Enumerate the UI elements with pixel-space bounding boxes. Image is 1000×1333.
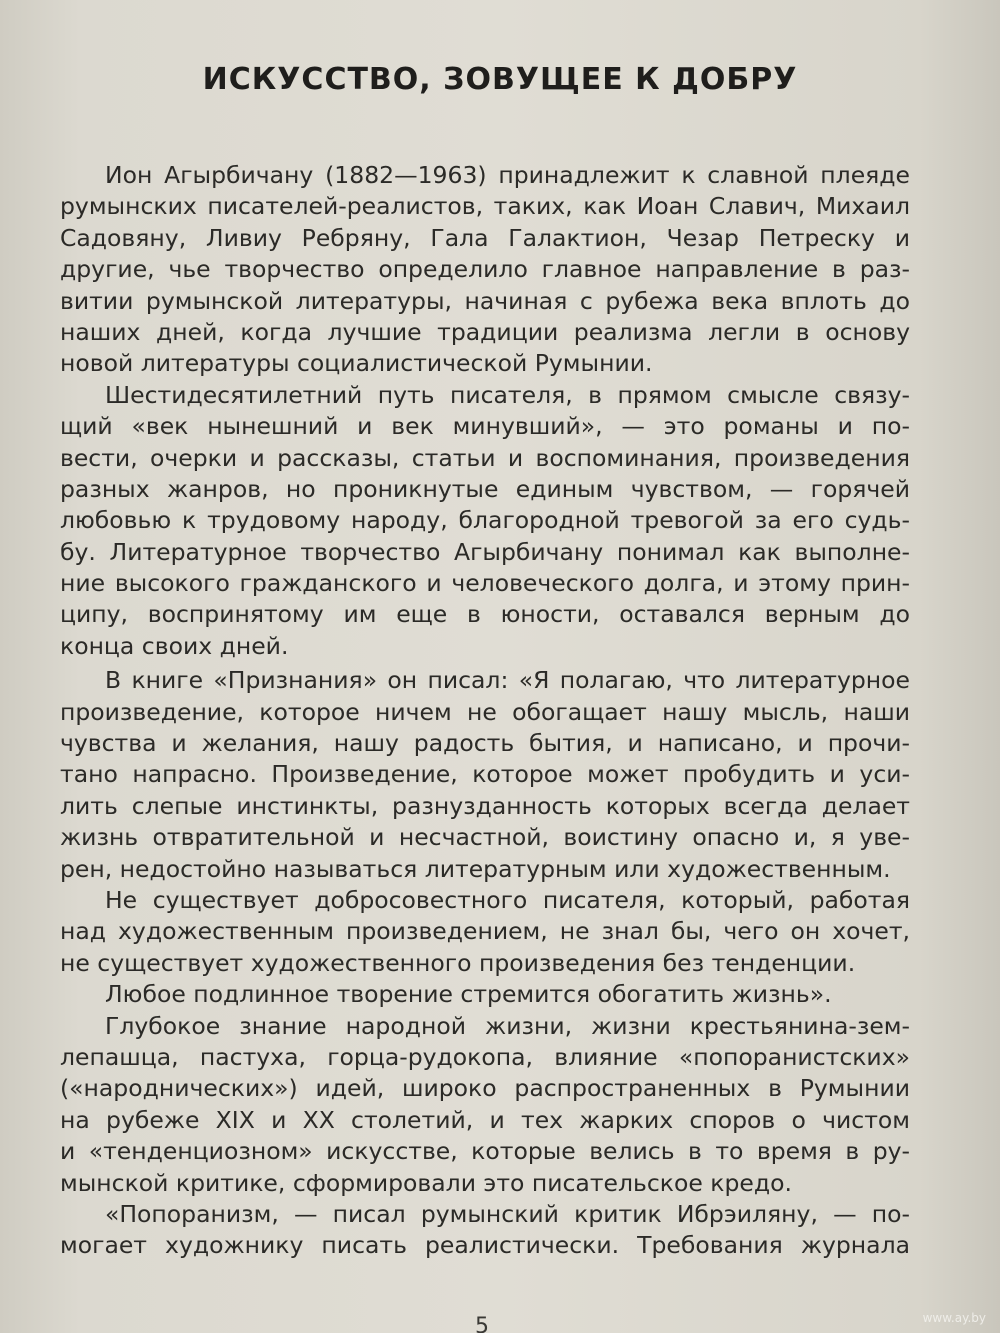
text-line: Любое подлинное творение стремится обогатить жизнь». <box>105 980 832 1009</box>
text-line: мынской критике, сформировали это писательское кредо. <box>60 1168 792 1197</box>
text-line: не существует художественного произведения без тенденции. <box>60 948 856 977</box>
text-line: могает художнику писать реалистически. Требования журнала <box>60 1231 910 1260</box>
page-number: 5 <box>475 1314 489 1333</box>
text-line: лить слепые инстинкты, разнузданность которых всегда делает <box>60 791 910 820</box>
text-line: («народнических») идей, широко распространенных в Румынии <box>60 1074 910 1103</box>
text-line: разных жанров, но проникнутые единым чувством, — горячей <box>60 474 910 503</box>
text-line: вести, очерки и рассказы, статьи и воспоминания, произведения <box>60 443 910 472</box>
text-line: бу. Литературное творчество Агырбичану понимал как выполне- <box>60 537 910 566</box>
body-text <box>60 160 910 1262</box>
text-line: Шестидесятилетний путь писателя, в прямом смысле связу- <box>105 380 910 409</box>
text-line: лепашца, пастуха, горца-рудокопа, влияние «попоранистских» <box>60 1042 910 1071</box>
text-line: «Попоранизм, — писал румынский критик Ибрэиляну, — по- <box>105 1199 910 1228</box>
chapter-heading: ИСКУССТВО, ЗОВУЩЕЕ К ДОБРУ <box>202 62 798 97</box>
text-line: витии румынской литературы, начиная с рубежа века вплоть до <box>60 286 910 315</box>
text-line: ципу, воспринятому им еще в юности, оставался верным до <box>60 600 910 629</box>
text-line: Глубокое знание народной жизни, жизни крестьянина-зем- <box>105 1011 910 1040</box>
text-line: и «тенденциозном» искусстве, которые велись в то время в ру- <box>60 1137 910 1166</box>
text-line: румынских писателей-реалистов, таких, как Иоан Славич, Михаил <box>60 192 910 221</box>
text-line: любовью к трудовому народу, благородной тревогой за его судь- <box>60 506 910 535</box>
text-line: чувства и желания, нашу радость бытия, и написано, и прочи- <box>60 729 910 758</box>
text-line: произведение, которое ничем не обогащает нашу мысль, наши <box>60 697 910 726</box>
text-line: новой литературы социалистической Румынии. <box>60 349 653 378</box>
text-line: щий «век нынешний и век минувший», — это романы и по- <box>60 412 910 441</box>
text-line: рен, недостойно называться литературным или художественным. <box>60 854 891 883</box>
text-line: В книге «Признания» он писал: «Я полагаю, что литературное <box>105 666 910 695</box>
text-line: Садовяну, Ливиу Ребряну, Гала Галактион, Чезар Петреску и <box>60 223 910 252</box>
text-line: на рубеже XIX и XX столетий, и тех жарких споров о чистом <box>60 1105 910 1134</box>
text-line: другие, чье творчество определило главное направление в раз- <box>60 255 910 284</box>
text-line: над художественным произведением, не знал бы, чего он хочет, <box>60 917 910 946</box>
text-line: ние высокого гражданского и человеческого долга, и этому прин- <box>60 569 910 598</box>
text-line: тано напрасно. Произведение, которое может пробудить и уси- <box>60 760 910 789</box>
watermark-text: www.ay.by <box>922 1311 986 1325</box>
text-line: конца своих дней. <box>60 631 289 660</box>
text-line: наших дней, когда лучшие традиции реализма легли в основу <box>60 317 910 346</box>
text-line: Ион Агырбичану (1882—1963) принадлежит к славной плеяде <box>105 161 910 189</box>
text-line: Не существует добросовестного писателя, который, работая <box>105 885 910 914</box>
text-line: жизнь отвратительной и несчастной, воистину опасно и, я уве- <box>60 823 910 852</box>
